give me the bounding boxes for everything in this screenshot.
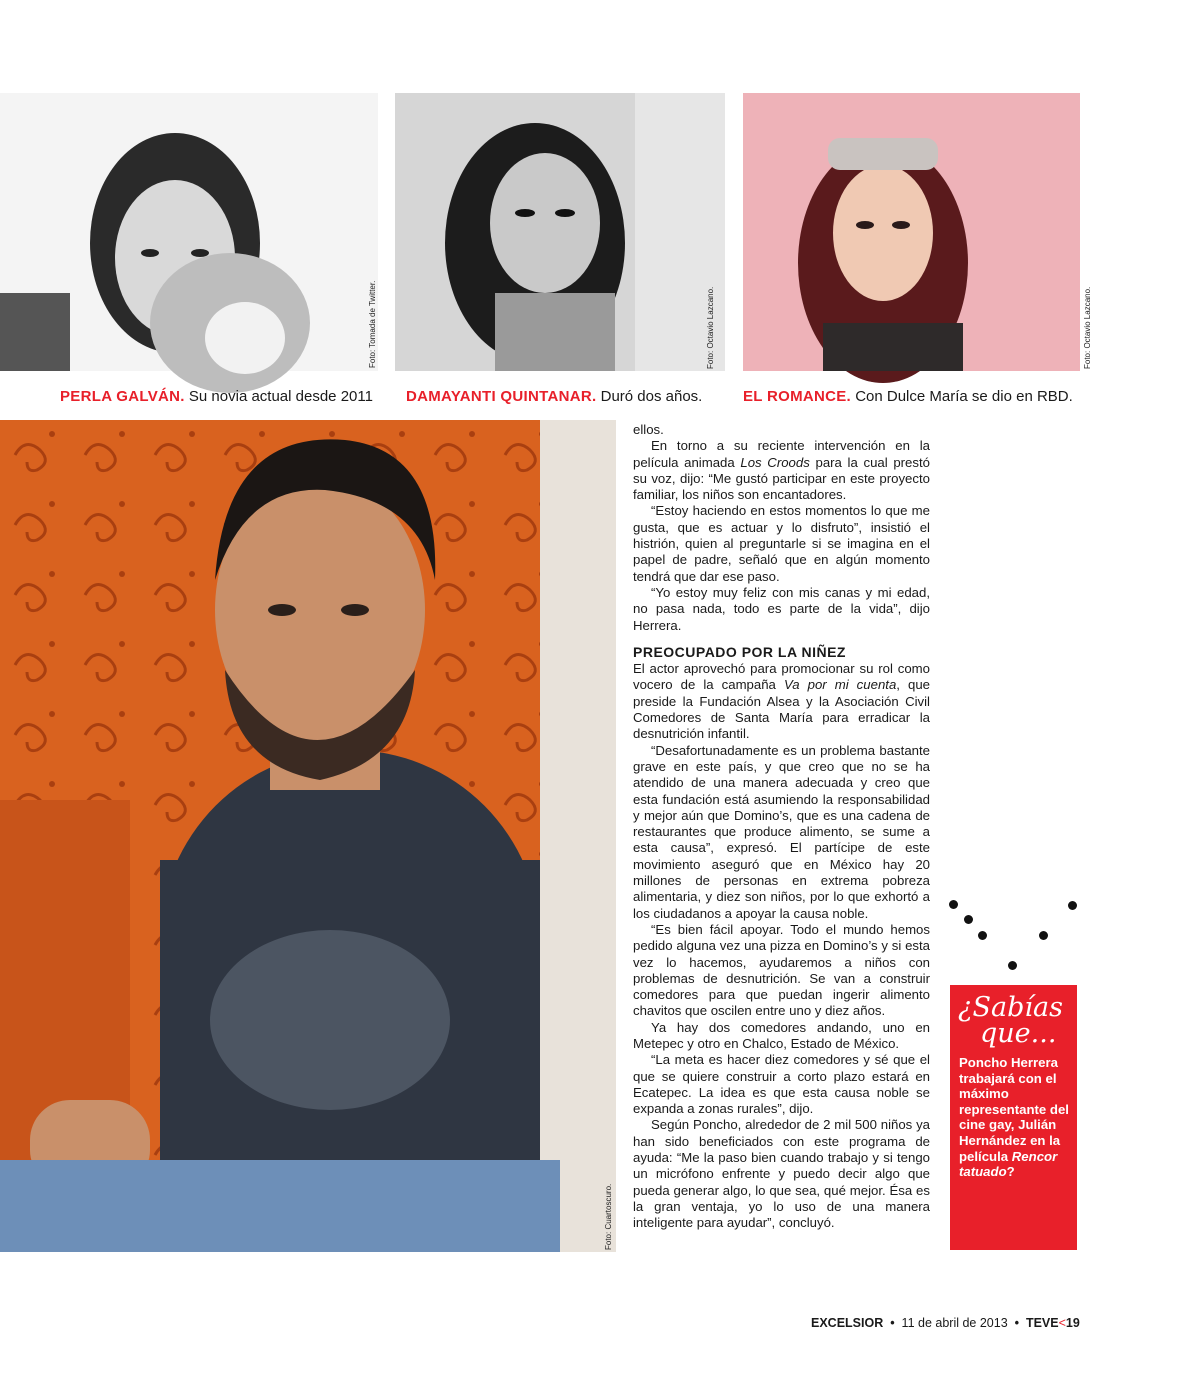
article-paragraph: “Estoy haciendo en estos momentos lo que me gusta, que es actuar y lo disfruto”, insistió el histrión, quien al preguntarle si se imagina en el papel de padre, señaló que en algún momento tendrá que dar ese paso. [633,503,930,584]
photo-damayanti-illustration [395,93,725,371]
sabias-que-title: ¿Sabías que... [958,992,1063,1049]
caption-el-romance: EL ROMANCE. Con Dulce María se dio en RBD. [743,388,1073,405]
footer-page-number: 19 [1065,1316,1080,1330]
article-paragraph: Ya hay dos comedores andando, uno en Metepec y otro en Chalco, Estado de México. [633,1019,930,1051]
article-paragraph: “La meta es hacer diez comedores y sé que el que se quiere construir a corto plazo estará en Ecatepec. La idea es que esta causa noble se expanda a zonas rurales”, dijo. [633,1052,930,1117]
article-body [633,422,930,1232]
photo-main-illustration [0,420,616,1252]
page-footer: EXCELSIOR • 11 de abril de 2013 • TEVE<19 [811,1316,1080,1330]
photo-perla-galvan [0,93,378,371]
photo-dulce-maria [743,93,1092,371]
article-paragraph: ellos. [633,422,664,437]
article-subheading: PREOCUPADO POR LA NIÑEZ [633,643,846,660]
sabias-que-box [950,985,1077,1250]
caption-perla-galvan: PERLA GALVÁN. Su novia actual desde 2011 [60,388,373,405]
sabias-que-text: Poncho Herrera trabajará con el máximo representante del cine gay, Julián Hernández en la película Rencor tatuado? [959,1055,1069,1180]
article-paragraph: “Es bien fácil apoyar. Todo el mundo hemos pedido alguna vez una pizza en Domino’s y si esta vez lo hacemos, ayudaremos a niños con problemas de desnutrición. Se van a construir comedores para que puedan ingerir alimento chavitos que oscilen entre uno y diez años. [633,921,930,1019]
photo-credit: Foto: Octavio Lazcano. [1083,286,1092,369]
article-paragraph: “Yo estoy muy feliz con mis canas y mi edad, no pasa nada, todo es parte de la vida”, dijo Herrera. [633,584,930,633]
footer-paper: EXCELSIOR [811,1316,884,1330]
article-paragraph: El actor aprovechó para promocionar su rol como vocero de la campaña Va por mi cuenta, que preside la Fundación Alsea y la Asociación Civil Comedores de Santa María para erradicar la desnutrición infantil. [633,661,930,742]
photo-credit: Foto: Tomada de Twitter. [368,280,377,368]
photo-dulce-maria-illustration [743,93,1080,371]
photo-main-actor [0,420,616,1252]
article-paragraph: “Desafortunadamente es un problema bastante grave en este país, y que creo que no se ha atendido de una manera adecuada y creo que esta fundación está asumiendo la responsabilidad y mejor aún que Domino’s, que es una cadena de restaurantes que produce alimento, se sume a esta causa”, expresó. El partícipe de este movimiento aseguró que en México hay 20 millones de personas en extrema pobreza alimentaria, y diez son niños, por lo que exhortó a los ciudadanos a apoyar la causa noble. [633,742,930,921]
footer-section: TEVE [1025,1316,1059,1330]
photo-perla-galvan-illustration [0,93,378,371]
article-paragraph: En torno a su reciente intervención en la película animada Los Croods para la cual prestó su voz, dijo: “Me gustó participar en este proyecto familiar, los niños son encantadores. [633,438,930,503]
article-paragraph: Según Poncho, alrededor de 2 mil 500 niños ya han sido beneficiados con este programa de ayuda: “Me la paso bien cuando trabajo y si tengo un micrófono enfrente y puedo decir algo que pueda generar algo, lo que sea, qué mejor. Ésa es la gran ventaja, yo lo uso de una manera inteligente para ayudar”, concluyó. [633,1117,930,1231]
photo-damayanti-quintanar [395,93,725,371]
photo-credit: Foto: Cuartoscuro. [604,1183,613,1250]
photo-credit: Foto: Octavio Lazcano. [706,286,715,369]
footer-date: 11 de abril de 2013 [901,1316,1008,1330]
caption-damayanti-quintanar: DAMAYANTI QUINTANAR. Duró dos años. [406,388,703,405]
